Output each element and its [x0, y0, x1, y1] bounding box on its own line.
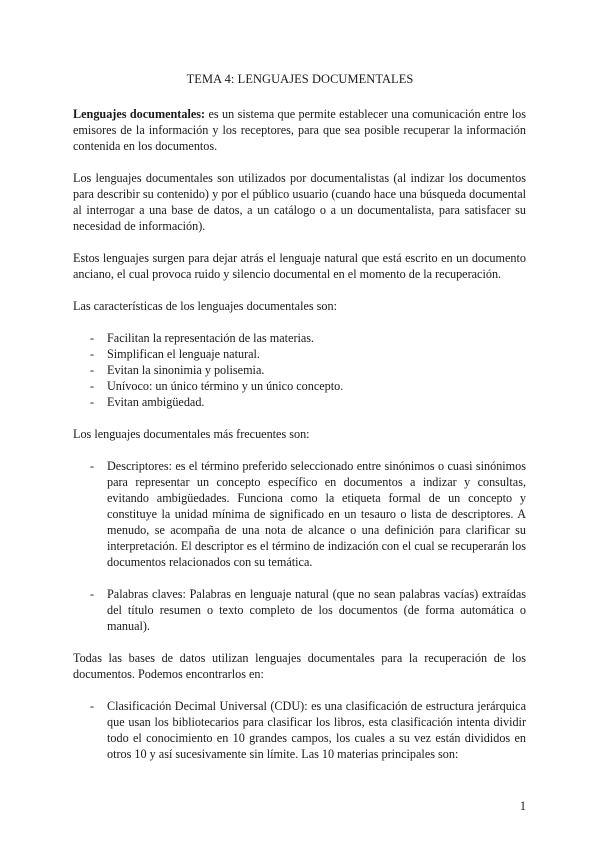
list-item: [73, 458, 526, 570]
list-item-text: Descriptores: es el término preferido seleccionado entre sinónimos o cuasi sinónimos para representar un concepto específico en documentos a indizar y consultas, evitando ambigüedades. Funciona como la etiqueta formal de un concepto y constituye la unidad mínima de significado en un tesauro o lista de descriptores. A menudo, se acompaña de una nota de alcance o una definición para clarificar su interpretación. El descriptor es el término de indización con el cual se recuperarán los documentos relacionados con su temática.: [107, 459, 526, 569]
characteristics-intro: Las características de los lenguajes documentales son:: [73, 299, 337, 313]
dash-bullet: -: [90, 699, 95, 713]
list-item-text: Evitan ambigüedad.: [107, 395, 205, 409]
list-item-text: Clasificación Decimal Universal (CDU): es una clasificación de estructura jerárquica que usan los bibliotecarios para clasificar los libros, esta clasificación intenta dividir todo el conocimiento en 10 grandes campos, los cuales a su vez están divididos en otros 10 y así sucesivamente sin límite. Las 10 materias principales son:: [107, 699, 526, 761]
definition-term: Lenguajes documentales:: [73, 107, 206, 121]
list-item: [73, 378, 526, 394]
dash-bullet: -: [90, 459, 95, 473]
list-item: [73, 394, 526, 410]
list-item: [73, 330, 526, 346]
dash-bullet: -: [90, 395, 95, 409]
characteristics-list: [73, 330, 526, 410]
dash-bullet: -: [90, 379, 95, 393]
list-item-text: Unívoco: un único término y un único concepto.: [107, 379, 344, 393]
list-item-text: Simplifican el lenguaje natural.: [107, 347, 260, 361]
list-item-text: Facilitan la representación de las materias.: [107, 331, 315, 345]
users-paragraph: Los lenguajes documentales son utilizados por documentalistas (al indizar los documentos para describir su contenido) y por el público usuario (cuando hace una búsqueda documental al interrogar a una base de datos, a un catálogo o a un documentalista, para satisfacer su necesidad de información).: [73, 171, 526, 233]
list-item: [73, 346, 526, 362]
definition-paragraph: [73, 106, 526, 154]
frequent-intro: Los lenguajes documentales más frecuentes son:: [73, 427, 310, 441]
origin-paragraph: Estos lenguajes surgen para dejar atrás el lenguaje natural que está escrito en un documento anciano, el cual provoca ruido y silencio documental en el momento de la recuperación.: [73, 251, 526, 281]
list-item-text: Evitan la sinonimia y polisemia.: [107, 363, 265, 377]
document-body: [73, 106, 526, 762]
list-item: [73, 362, 526, 378]
list-item-text: Palabras claves: Palabras en lenguaje natural (que no sean palabras vacías) extraídas del título resumen o texto completo de los documentos (de forma automática o manual).: [107, 587, 526, 633]
definition-text: es un sistema que permite establecer una comunicación entre los emisores de la información y los receptores, para que sea posible recuperar la información contenida en los documentos.: [73, 107, 526, 153]
list-item: [73, 586, 526, 634]
classification-list: [73, 698, 526, 762]
frequent-list: [73, 458, 526, 634]
databases-paragraph: Todas las bases de datos utilizan lenguajes documentales para la recuperación de los documentos. Podemos encontrarlos en:: [73, 651, 526, 681]
dash-bullet: -: [90, 363, 95, 377]
dash-bullet: -: [90, 331, 95, 345]
dash-bullet: -: [90, 347, 95, 361]
dash-bullet: -: [90, 587, 95, 601]
page-number: 1: [519, 799, 526, 813]
list-item: [73, 698, 526, 762]
page-title: TEMA 4: LENGUAJES DOCUMENTALES: [186, 72, 414, 86]
